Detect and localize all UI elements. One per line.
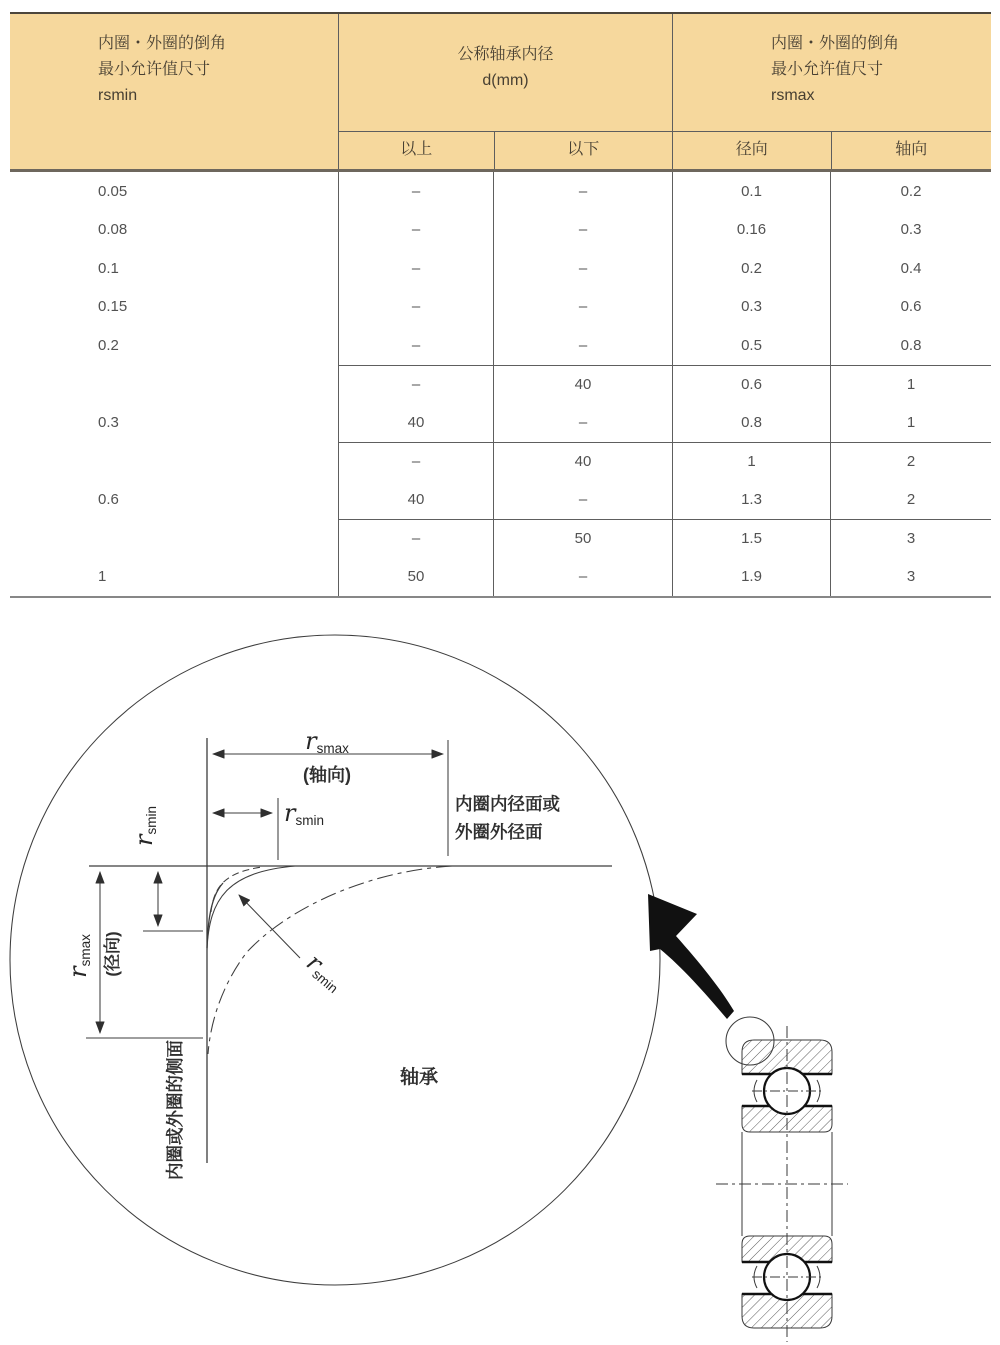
- table-cell: 50: [493, 519, 672, 558]
- rsmax-axial-paren: (轴向): [303, 765, 351, 785]
- table-cell: –: [493, 480, 672, 519]
- header-text-group: [673, 14, 991, 131]
- chamfer-detail-diagram: [0, 600, 1000, 1345]
- table-cell: 40: [338, 480, 493, 519]
- table-cell: 0.4: [830, 249, 991, 288]
- header-text: rsmin: [98, 87, 138, 104]
- table-cell: [10, 519, 338, 558]
- chamfer-dimension-table: [10, 12, 991, 598]
- table-cell: 0.2: [830, 172, 991, 211]
- table-cell: –: [493, 557, 672, 596]
- subheader-radial: 径向: [735, 141, 768, 158]
- rsmin-axial-label: rsmin: [284, 799, 324, 828]
- rsmax-radial-paren: (径向): [103, 931, 122, 977]
- rsmin-radial-label: rsmin: [130, 806, 159, 846]
- table-cell: 0.1: [98, 259, 119, 277]
- bearing-cross-section: [716, 1026, 848, 1342]
- subheader-row: [673, 131, 991, 169]
- callout-arrow-icon: [648, 894, 734, 1019]
- table-cell: –: [338, 326, 493, 365]
- header-text: 最小允许值尺寸: [98, 61, 211, 78]
- table-header: [10, 12, 991, 172]
- surface-label-line1: 内圈内径面或: [455, 794, 560, 814]
- rsmax-boundary-curve: [208, 866, 452, 1054]
- table-cell: 2: [830, 442, 991, 481]
- header-text: 最小允许值尺寸: [771, 61, 884, 78]
- table-cell: –: [493, 211, 672, 250]
- table-cell: 40: [493, 365, 672, 404]
- table-cell: 2: [830, 480, 991, 519]
- table-cell: 0.16: [672, 211, 830, 250]
- table-cell: 0.8: [672, 403, 830, 442]
- bearing-label: 轴承: [400, 1067, 439, 1088]
- table-cell: 0.8: [830, 326, 991, 365]
- rsmin-pointer-label: rsmin: [301, 948, 341, 997]
- table-cell: 3: [830, 519, 991, 558]
- table-cell: 0.2: [98, 336, 119, 354]
- table-cell: 0.15: [98, 298, 128, 316]
- table-cell: 0.05: [98, 182, 128, 200]
- table-cell: [10, 442, 338, 481]
- table-cell: 0.3: [830, 211, 991, 250]
- table-cell: 0.1: [672, 172, 830, 211]
- table-cell: 1: [830, 403, 991, 442]
- header-rsmin-column: [10, 14, 338, 169]
- table-cell: 40: [338, 403, 493, 442]
- table-cell: 0.5: [672, 326, 830, 365]
- table-cell: 0.6: [672, 365, 830, 404]
- subheader-below: 以下: [494, 132, 672, 169]
- table-cell: 50: [338, 557, 493, 596]
- header-rsmax-column: [672, 14, 991, 169]
- table-cell: –: [493, 249, 672, 288]
- table-cell: 1: [830, 365, 991, 404]
- surface-label-line2: 外圈外径面: [455, 822, 543, 842]
- table-cell: –: [493, 403, 672, 442]
- rsmax-radial-label: rsmax: [64, 934, 93, 978]
- header-text: 公称轴承内径: [457, 46, 554, 63]
- table-cell: 40: [493, 442, 672, 481]
- header-text: rsmax: [771, 87, 815, 104]
- table-cell: –: [493, 288, 672, 327]
- subheader-row: [339, 131, 672, 169]
- chamfer-profile-thick: [207, 883, 223, 948]
- header-text: 内圈・外圈的倒角: [98, 35, 227, 52]
- table-cell: 1.5: [672, 519, 830, 558]
- table-cell: 0.08: [98, 221, 128, 239]
- header-text-group: [339, 14, 672, 131]
- table-cell: 0.3: [98, 413, 119, 431]
- rsmin-pointer-arrow: [239, 895, 300, 958]
- table-cell: 0.2: [672, 249, 830, 288]
- table-body: [10, 172, 991, 598]
- rsmax-axial-label: rsmax: [305, 727, 349, 756]
- header-bore-diameter-column: [338, 14, 672, 169]
- table-cell: –: [338, 172, 493, 211]
- header-text: d(mm): [482, 72, 529, 89]
- table-cell: 0.6: [98, 490, 119, 508]
- table-cell: 1.9: [672, 557, 830, 596]
- subheader-axial: 轴向: [831, 132, 992, 169]
- table-cell: 1.3: [672, 480, 830, 519]
- header-text: 内圈・外圈的倒角: [771, 35, 900, 52]
- table-cell: 1: [672, 442, 830, 481]
- table-cell: –: [338, 365, 493, 404]
- table-cell: 3: [830, 557, 991, 596]
- table-cell: 1: [98, 567, 107, 585]
- table-cell: –: [338, 249, 493, 288]
- side-face-label: 内圈或外圈的侧面: [165, 1040, 185, 1180]
- table-cell: –: [493, 172, 672, 211]
- table-cell: –: [338, 288, 493, 327]
- table-cell: –: [493, 326, 672, 365]
- table-cell: –: [338, 211, 493, 250]
- table-cell: 0.3: [672, 288, 830, 327]
- table-cell: 0.6: [830, 288, 991, 327]
- table-cell: –: [338, 519, 493, 558]
- table-cell: [10, 365, 338, 404]
- table-cell: –: [338, 442, 493, 481]
- subheader-above: 以上: [400, 141, 433, 158]
